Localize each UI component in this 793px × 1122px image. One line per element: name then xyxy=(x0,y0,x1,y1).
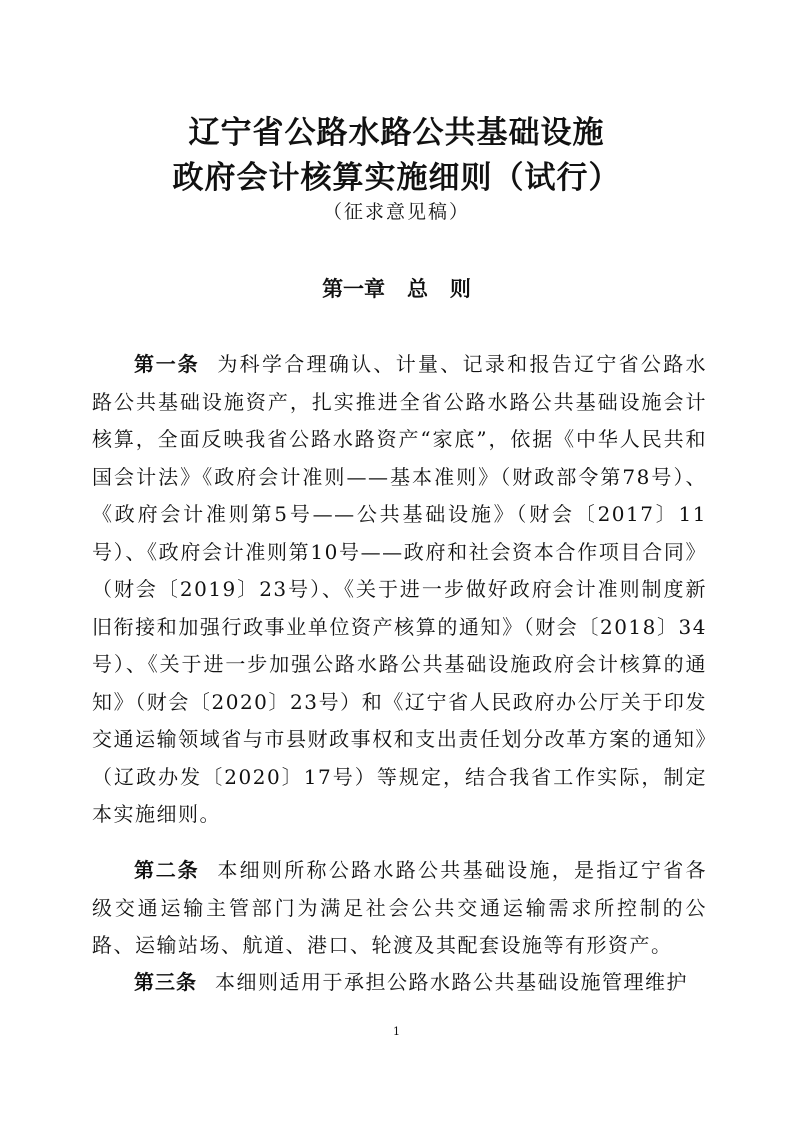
document-title-line-1: 辽宁省公路水路公共基础设施 xyxy=(188,115,605,151)
article-2 xyxy=(92,852,707,965)
article-1-text: 为科学合理确认、计量、记录和报告辽宁省公路水路公共基础设施资产，扎实推进全省公路水路公共基础设施会计核算，全面反映我省公路水路资产“家底”，依据《中华人民共和国会计法》《政府会计准则——基本准则》（财政部令第78号）、《政府会计准则第5号——公共基础设施》（财会〔2017〕11号）、《政府会计准则第10号——政府和社会资本合作项目合同》（财会〔2019〕23号）、《关于进一步做好政府会计准则制度新旧衔接和加强行政事业单位资产核算的通知》（财会〔2018〕34号）、《关于进一步加强公路水路公共基础设施政府会计核算的通知》（财会〔2020〕23号）和《辽宁省人民政府办公厅关于印发交通运输领域省与市县财政事权和支出责任划分改革方案的通知》（辽政办发〔2020〕17号）等规定，结合我省工作实际，制定本实施细则。 xyxy=(92,352,707,826)
document-subtitle: （征求意见稿） xyxy=(322,201,470,223)
article-2-label: 第二条 xyxy=(134,858,200,882)
article-1-label: 第一条 xyxy=(134,352,200,376)
document-title-line-2: 政府会计核算实施细则（试行） xyxy=(172,160,621,196)
article-3-label: 第三条 xyxy=(134,970,197,994)
article-1 xyxy=(92,346,707,834)
page-number: 1 xyxy=(393,1025,400,1038)
article-2-text: 本细则所称公路水路公共基础设施，是指辽宁省各级交通运输主管部门为满足社会公共交通运输需求所控制的公路、运输站场、航道、港口、轮渡及其配套设施等有形资产。 xyxy=(92,858,707,957)
chapter-heading: 第一章 总 则 xyxy=(322,277,471,301)
article-3 xyxy=(92,964,707,1002)
article-3-text: 本细则适用于承担公路水路公共基础设施管理维护 xyxy=(215,970,688,994)
